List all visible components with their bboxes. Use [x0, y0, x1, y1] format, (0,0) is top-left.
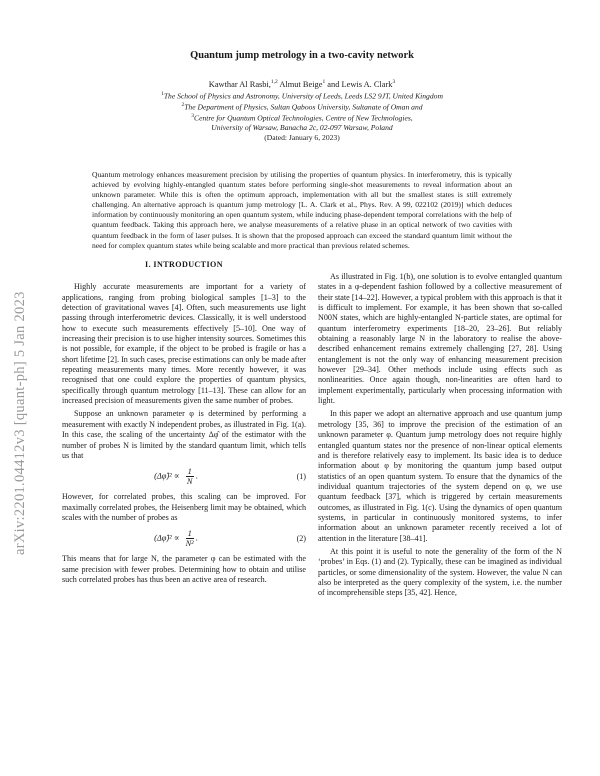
author-affil-mark: 1,2	[270, 79, 278, 85]
affiliation	[60, 112, 544, 123]
affiliation-mark: 2	[181, 101, 185, 108]
author-name: Almut Beige	[277, 79, 323, 89]
fraction	[186, 467, 194, 486]
author-name: Kawthar Al Rasbi,	[208, 79, 271, 89]
author-list	[60, 77, 544, 90]
right-column	[318, 250, 562, 599]
affiliation-text: Centre for Quantum Optical Technologies, Centre of New Technologies,	[194, 113, 413, 123]
paper-title: Quantum jump metrology in a two-cavity network	[190, 50, 414, 61]
affiliation-mark: 3	[191, 113, 195, 120]
section-heading: I. INTRODUCTION	[145, 260, 223, 269]
equation-number: (2)	[296, 533, 306, 543]
equation-lhs: (Δφ̂)² ∝	[154, 471, 180, 481]
equation-body: (Δφ̂)² ∝ $\frac{1}{\text{N²}}$ .	[154, 529, 198, 549]
body-paragraph: Highly accurate measurements are important for a variety of applications, ranging from probing biological samples [1–3] to the detection of gravitational waves [4]. Often, such measurements use light passing through interferometric devices. Classically, it is well understood how to execute such measurements effectively [5–10]. One way of increasing their precision is to use higher intensity sources. Sometimes this is not possible, for example, if the object to be probed is fragile or has a short lifetime [2]. In such cases, precise estimations can only be made after repeating measurements many times. More recently however, it was recognised that one could explore the properties of quantum physics, specifically through quantum metrology [11–13]. These can allow for an increased precision of measurements given the same number of probes.	[62, 282, 306, 406]
equation-2	[62, 529, 306, 548]
left-column	[62, 250, 306, 585]
author-affil-mark: 1	[322, 79, 326, 85]
body-paragraph: Suppose an unknown parameter φ is determined by performing a measurement with exactly N independent probes, as illustrated in Fig. 1(a). In this case, the scaling of the uncertainty Δφ̂ of the estimator with the number of probes N is limited by the standard quantum limit, which tells us that	[62, 409, 306, 460]
fraction-numerator: 1	[187, 467, 192, 477]
author-affil-mark: 3	[392, 79, 396, 85]
arxiv-identifier-stamp: arXiv:2201.04412v3 [quant-ph] 5 Jan 2023	[12, 291, 28, 555]
equation-lhs: (Δφ̂)² ∝	[154, 533, 180, 543]
author-name: and Lewis A. Clark	[325, 79, 393, 89]
affiliation	[60, 123, 544, 133]
body-paragraph: However, for correlated probes, this scaling can be improved. For maximally correlated probes, the Heisenberg limit may be obtained, which scales with the number of probes as	[62, 492, 306, 522]
affiliation-text: The Department of Physics, Sultan Qaboos University, Sultanate of Oman and	[184, 102, 423, 112]
fraction-denominator: N	[186, 477, 193, 487]
affiliation-text: University of Warsaw, Banacha 2c, 02-097 Warsaw, Poland	[211, 123, 393, 133]
body-paragraph: In this paper we adopt an alternative approach and use quantum jump metrology [35, 36] to improve the precision of the estimation of an unknown parameter φ. Quantum jump metrology does not require highly entangled quantum states nor the presence of non-linear optical elements and is therefore relatively easy to implement. Its basic idea is to deduce information about φ by monitoring the quantum jump based output statistics of an open quantum system. To ensure that the dynamics of the individual quantum trajectories of the system depend on φ, we use quantum feedback [37], which is triggered by certain measurements outcomes, as illustrated in Fig. 1(c). Using the dynamics of open quantum systems, in particular in continuously monitored systems, to infer information about an unknown parameter recently received a lot of attention in the literature [38–41].	[318, 409, 562, 543]
fraction-denominator: N²	[185, 539, 194, 549]
affiliation-mark: 1	[161, 90, 164, 97]
equation-number: (1)	[296, 471, 306, 481]
body-paragraph: This means that for large N, the parameter φ can be estimated with the same precision with fewer probes. Determining how to obtain and utilise such correlated probes has thus been an active area of research.	[62, 554, 306, 584]
equation-body: (Δφ̂)² ∝ $\frac{1}{N}$ .	[154, 467, 198, 487]
affiliation	[60, 90, 544, 101]
fraction	[186, 529, 194, 548]
paper-header	[60, 50, 544, 143]
affiliation	[60, 101, 544, 112]
affiliation-text: The School of Physics and Astronomy, University of Leeds, Leeds LS2 9JT, United Kingdom	[163, 91, 443, 101]
abstract: Quantum metrology enhances measurement precision by utilising the properties of quantum physics. In interferometry, this is typically achieved by evolving highly-entangled quantum states before performing single-shot measurements to reveal information about an unknown parameter. While this is often the optimum approach, implementation with all but the smallest states is still extremely challenging. An alternative approach is quantum jump metrology [L. A. Clark et al., Phys. Rev. A 99, 022102 (2019)] which deduces information by continuously monitoring an open quantum system, while inducing phase-dependent temporal correlations with the help of quantum feedback. Taking this approach here, we analyse measurements of a relative phase in an optical network of two cavities with quantum feedback in the form of laser pulses. It is shown that the proposed approach can exceed the standard quantum limit without the need for complex quantum states while being scalable and more practical than previous related schemes.	[92, 170, 512, 250]
date-line: (Dated: January 6, 2023)	[264, 132, 340, 142]
fraction-numerator: 1	[187, 529, 192, 539]
body-paragraph: At this point it is useful to note the generality of the form of the N ‘probes’ in Eqs. (1) and (2). Typically, these can be imagined as individual particles, or some dimensionality of the system. However, the value N can also be interpreted as the query complexity of the system, i.e. the number of incomprehensible steps [35, 42]. Hence,	[318, 546, 562, 598]
body-paragraph: As illustrated in Fig. 1(b), one solution is to evolve entangled quantum states in a φ-dependent fashion followed by a collective measurement of their state [14–22]. However, a typical problem with this approach is that it is difficult to implement. For example, it has been shown that so-called N00N states, which are highly-entangled N-particle states, are optimal for quantum interferometry experiments [18–20, 23–26]. But reliably obtaining a reasonably large N in the laboratory to realise the above-described enhancement remains extremely challenging [27, 28]. Using entanglement is not the only way of enhancing measurement precision however [29–34]. Other methods include using effects such as nonlinearities. Once again though, non-linearities are often hard to implement experimentally, particularly when processing information with light.	[318, 272, 562, 406]
equation-1	[62, 467, 306, 486]
